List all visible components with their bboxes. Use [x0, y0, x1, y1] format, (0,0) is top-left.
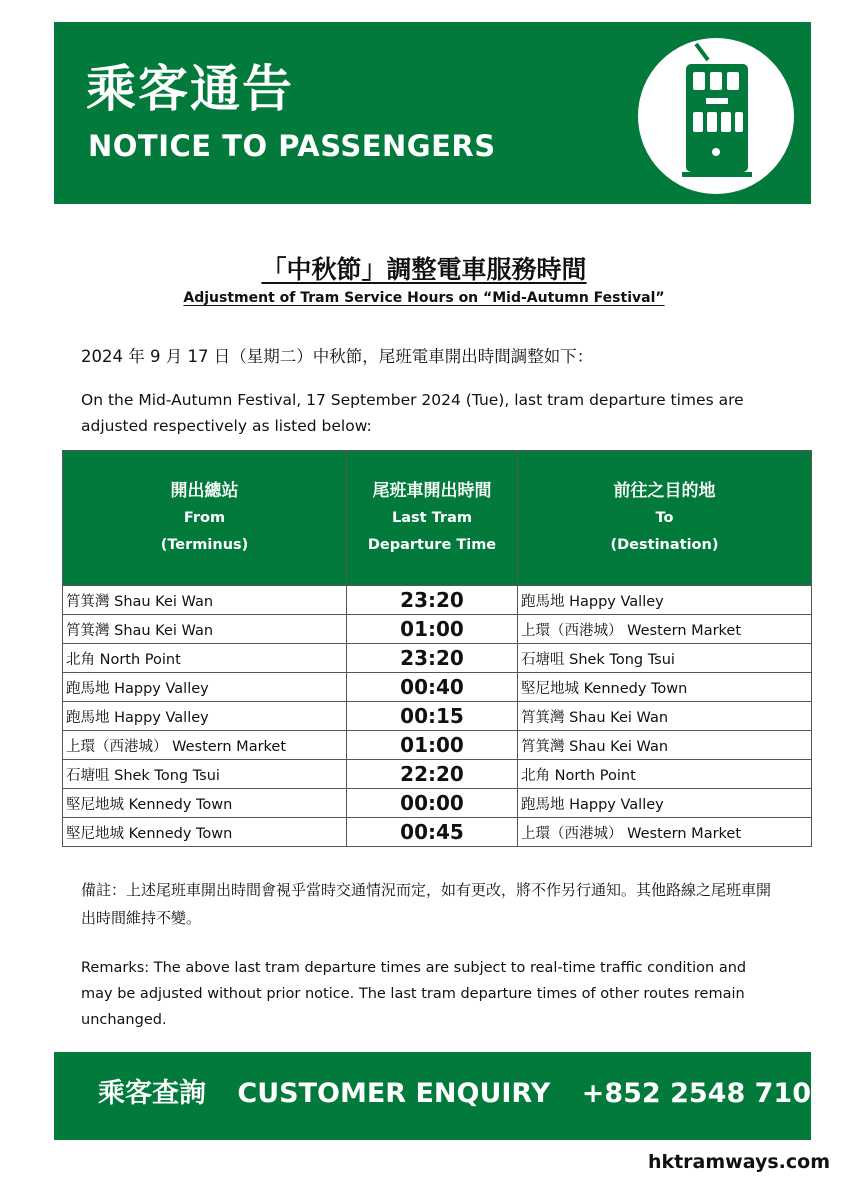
row-time: 22:20 [347, 760, 518, 789]
remarks-en: Remarks: The above last tram departure times are subject to real-time traffic condition and may be adjusted without prior notice. The last tram departure times of other routes remain unchanged. [81, 960, 747, 1028]
table-row [63, 702, 812, 731]
enquiry-label-en: CUSTOMER ENQUIRY [237, 1078, 551, 1109]
remarks-zh: 備註：上述尾班車開出時間會視乎當時交通情況而定，如有更改，將不作另行通知。其他路線之尾班車開出時間維持不變。 [81, 881, 772, 927]
header-destination: 前往之目的地 To (Destination) [518, 451, 812, 586]
row-to: 筲箕灣 Shau Kei Wan [518, 702, 812, 731]
table-row [63, 586, 812, 615]
enquiry-label-zh: 乘客查詢 [98, 1078, 206, 1109]
row-from: 上環（西港城） Western Market [63, 731, 347, 760]
row-from: 筲箕灣 Shau Kei Wan [63, 615, 347, 644]
header-title-zh: 乘客通告 [86, 60, 294, 118]
notice-header [54, 22, 811, 204]
header-title-en: NOTICE TO PASSENGERS [88, 129, 496, 163]
row-from: 跑馬地 Happy Valley [63, 673, 347, 702]
header-from: 開出總站 From (Terminus) [63, 451, 347, 586]
row-time: 00:15 [347, 702, 518, 731]
row-to: 筲箕灣 Shau Kei Wan [518, 731, 812, 760]
last-tram-table [62, 450, 812, 847]
enquiry-footer [54, 1052, 830, 1140]
row-time: 01:00 [347, 615, 518, 644]
row-to: 跑馬地 Happy Valley [518, 789, 812, 818]
row-time: 00:40 [347, 673, 518, 702]
row-time: 00:00 [347, 789, 518, 818]
intro-text-zh: 2024 年 9 月 17 日（星期二）中秋節，尾班電車開出時間調整如下： [81, 347, 594, 366]
table-row [63, 731, 812, 760]
row-from: 石塘咀 Shek Tong Tsui [63, 760, 347, 789]
row-time: 00:45 [347, 818, 518, 847]
table-row [63, 789, 812, 818]
tram-icon [638, 38, 794, 194]
row-time: 23:20 [347, 644, 518, 673]
enquiry-phone[interactable]: +852 2548 7102 [581, 1078, 830, 1109]
intro-text-en: On the Mid-Autumn Festival, 17 September 2024 (Tue), last tram departure times are adjusted respectively as listed below: [81, 391, 744, 435]
table-row [63, 615, 812, 644]
row-time: 01:00 [347, 731, 518, 760]
table-row [63, 644, 812, 673]
row-from: 筲箕灣 Shau Kei Wan [63, 586, 347, 615]
row-to: 石塘咀 Shek Tong Tsui [518, 644, 812, 673]
website-link[interactable]: hktramways.com [647, 1151, 830, 1173]
row-to: 堅尼地城 Kennedy Town [518, 673, 812, 702]
row-to: 上環（西港城） Western Market [518, 615, 812, 644]
table-header-row [63, 451, 812, 586]
row-time: 23:20 [347, 586, 518, 615]
notice-title-zh: 「中秋節」調整電車服務時間 [261, 255, 587, 284]
row-from: 堅尼地城 Kennedy Town [63, 818, 347, 847]
notice-title-en: Adjustment of Tram Service Hours on “Mid-Autumn Festival” [183, 290, 665, 306]
table-row [63, 673, 812, 702]
row-from: 北角 North Point [63, 644, 347, 673]
row-from: 跑馬地 Happy Valley [63, 702, 347, 731]
row-to: 跑馬地 Happy Valley [518, 586, 812, 615]
row-from: 堅尼地城 Kennedy Town [63, 789, 347, 818]
enquiry-line [98, 1078, 848, 1110]
table-row [63, 818, 812, 847]
row-to: 上環（西港城） Western Market [518, 818, 812, 847]
row-to: 北角 North Point [518, 760, 812, 789]
table-row [63, 760, 812, 789]
header-departure-time: 尾班車開出時間 Last Tram Departure Time [347, 451, 518, 586]
